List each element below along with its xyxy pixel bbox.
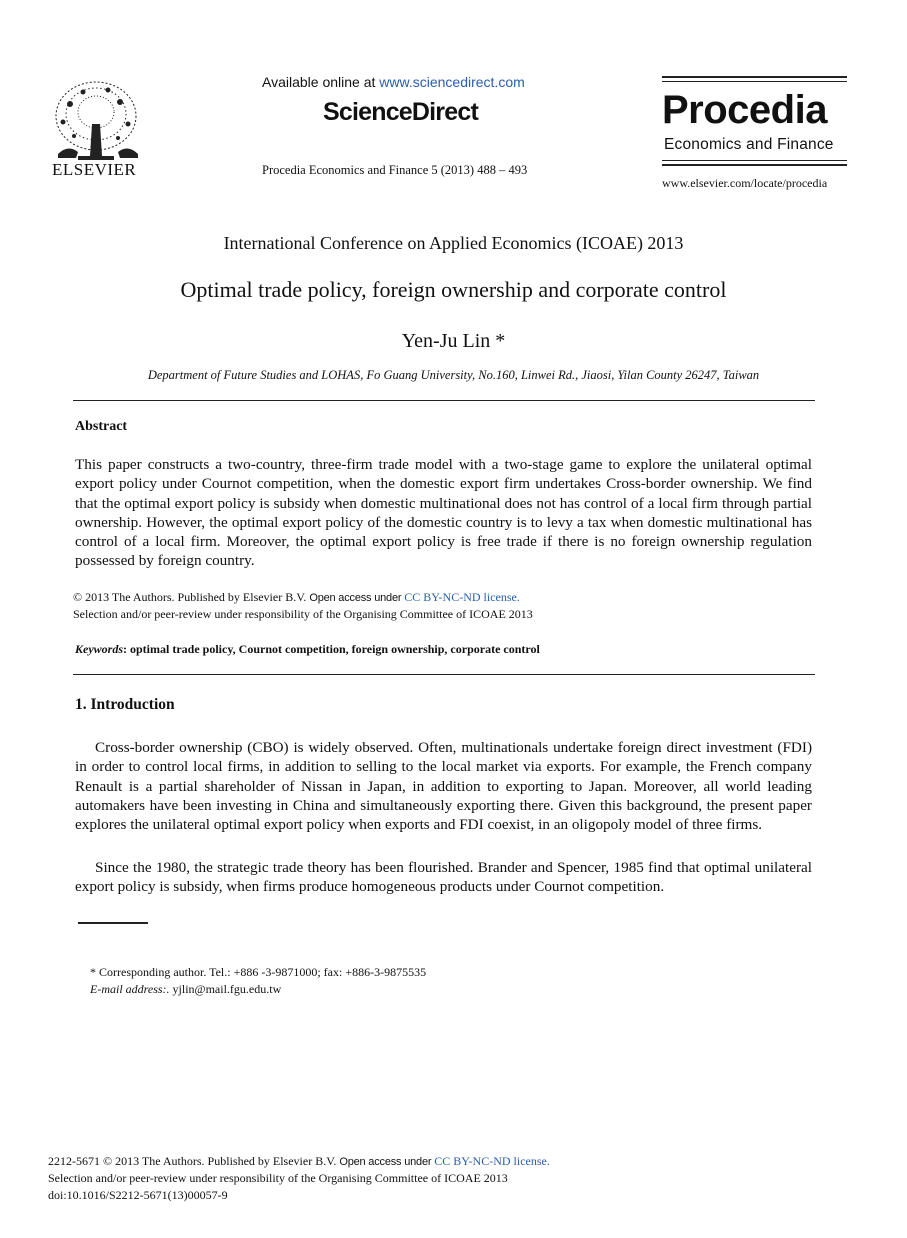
peer-review-statement: Selection and/or peer-review under responsibility of the Organising Committee of ICOAE 2013: [48, 1171, 508, 1185]
introduction-paragraph: Cross-border ownership (CBO) is widely observed. Often, multinationals undertake foreign direct investment (FDI) in order to control local firms, in addition to selling to the local market via exports. For example, the French company Renault is a partial shareholder of Nissan in Japan, in addition to exporting to Japan. Moreover, all world leading automakers have been investing in China and simultaneously exporting there. Given this background, the present paper explores the unilateral optimal export policy when exports and FDI coexist, in an oligopoly model of three firms.: [75, 739, 812, 834]
procedia-logo: Procedia: [662, 88, 827, 132]
footnote-rule: [78, 922, 148, 924]
section-divider: [73, 674, 815, 675]
license-link[interactable]: CC BY-NC-ND license.: [434, 1154, 550, 1168]
open-access-text: Open access under: [339, 1156, 435, 1168]
section-divider: [73, 400, 815, 401]
availability-line: [262, 74, 525, 90]
availability-prefix: Available online at: [262, 74, 380, 90]
issn-copyright-text: 2212-5671 © 2013 The Authors. Published by Elsevier B.V.: [48, 1154, 340, 1168]
introduction-heading: 1. Introduction: [75, 696, 175, 713]
procedia-subtitle: Economics and Finance: [664, 136, 834, 153]
license-link[interactable]: CC BY-NC-ND license.: [404, 590, 520, 604]
brand-rule: [662, 76, 847, 78]
email-label: E-mail address:.: [90, 982, 170, 996]
peer-review-statement: Selection and/or peer-review under responsibility of the Organising Committee of ICOAE 2013: [73, 607, 533, 621]
email-address[interactable]: yjlin@mail.fgu.edu.tw: [169, 982, 282, 996]
abstract-body: This paper constructs a two-country, three-firm trade model with a two-stage game to explore the unilateral optimal export policy under Cournot competition, when the domestic export firm undertakes Cross-border ownership. We find that the optimal export policy is subsidy when domestic multinational does not has control of a local firm through partial ownership. However, the optimal export policy of the domestic country is to levy a tax when domestic multinational has control of a local firm. Moreover, the optimal export policy is free trade if there is no foreign ownership regulation possessed by foreign country.: [75, 456, 812, 570]
issn-copyright-line: [48, 1154, 550, 1169]
author-name: Yen-Ju Lin *: [401, 330, 506, 352]
journal-citation: Procedia Economics and Finance 5 (2013) 488 – 493: [262, 163, 528, 177]
keywords-list: : optimal trade policy, Cournot competition, foreign ownership, corporate control: [123, 642, 540, 656]
introduction-paragraph: Since the 1980, the strategic trade theory has been flourished. Brander and Spencer, 1985 find that optimal unilateral export policy is subsidy, when firms produce homogeneous products under Cournot competition.: [75, 859, 812, 896]
sciencedirect-link[interactable]: www.sciencedirect.com: [379, 74, 525, 90]
author-affiliation: Department of Future Studies and LOHAS, Fo Guang University, No.160, Linwei Rd., Jiaosi, Yilan County 26247, Taiwan: [147, 368, 760, 382]
copyright-line: [73, 590, 520, 605]
corresponding-author-note: * Corresponding author. Tel.: +886 -3-9871000; fax: +886-3-9875535: [90, 965, 427, 979]
paper-title: Optimal trade policy, foreign ownership and corporate control: [180, 277, 727, 302]
brand-rule: [662, 164, 847, 166]
email-line: [90, 982, 281, 997]
procedia-url-link[interactable]: www.elsevier.com/locate/procedia: [662, 176, 828, 190]
keywords-label: Keywords: [75, 642, 123, 656]
keywords-line: [75, 642, 540, 657]
copyright-text: © 2013 The Authors. Published by Elsevier B.V.: [73, 590, 310, 604]
sciencedirect-logo: ScienceDirect: [323, 98, 478, 126]
abstract-heading: Abstract: [75, 419, 128, 434]
conference-name: International Conference on Applied Economics (ICOAE) 2013: [223, 233, 684, 253]
open-access-text: Open access under: [309, 592, 405, 604]
publisher-name: ELSEVIER: [52, 160, 137, 179]
brand-rule: [662, 81, 847, 82]
doi[interactable]: doi:10.1016/S2212-5671(13)00057-9: [48, 1188, 228, 1202]
brand-rule: [662, 160, 847, 161]
